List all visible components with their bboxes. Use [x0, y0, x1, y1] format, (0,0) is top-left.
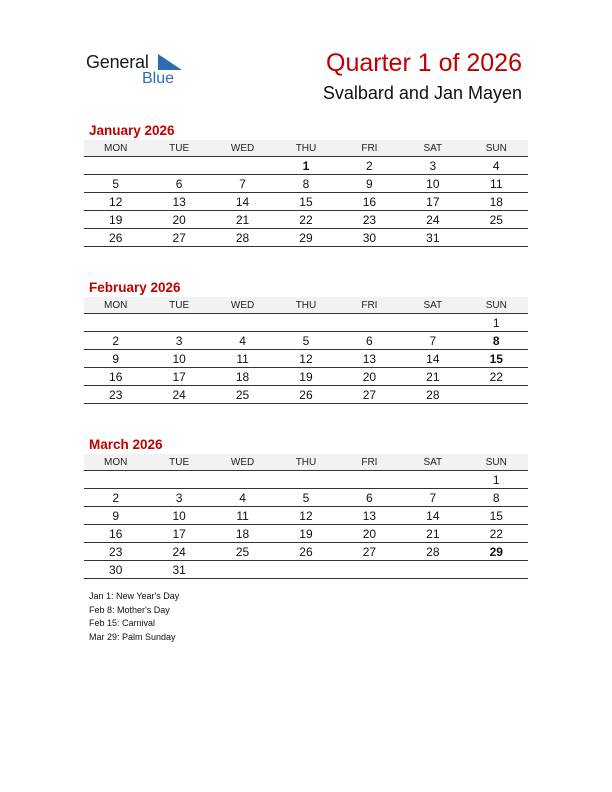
day-cell: 17	[147, 525, 210, 543]
week-row	[84, 561, 528, 579]
day-cell	[274, 314, 337, 332]
day-cell: 18	[465, 193, 528, 211]
day-cell: 27	[338, 543, 401, 561]
month-title: March 2026	[89, 437, 163, 452]
page-title: Quarter 1 of 2026	[326, 49, 522, 77]
day-cell	[147, 157, 210, 175]
page-subtitle: Svalbard and Jan Mayen	[322, 83, 522, 103]
weekday-header: TUE	[147, 140, 210, 157]
day-cell: 8	[274, 175, 337, 193]
day-cell: 26	[84, 229, 147, 247]
day-cell: 28	[401, 386, 464, 404]
day-cell: 17	[401, 193, 464, 211]
logo-blue-text: Blue	[142, 70, 175, 87]
day-cell: 15	[465, 507, 528, 525]
day-cell: 1	[274, 157, 337, 175]
day-cell: 12	[274, 350, 337, 368]
day-cell: 24	[147, 386, 210, 404]
day-cell: 7	[401, 489, 464, 507]
day-cell: 2	[338, 157, 401, 175]
weekday-header: SAT	[401, 297, 464, 314]
day-cell: 10	[401, 175, 464, 193]
day-cell: 18	[211, 368, 274, 386]
day-cell	[274, 561, 337, 579]
holiday-note: Feb 15: Carnival	[89, 618, 156, 628]
weekday-header: MON	[84, 297, 147, 314]
week-row	[84, 368, 528, 386]
day-cell: 13	[338, 507, 401, 525]
day-cell: 20	[147, 211, 210, 229]
week-row	[84, 314, 528, 332]
day-cell	[211, 314, 274, 332]
week-row	[84, 193, 528, 211]
day-cell: 16	[84, 525, 147, 543]
day-cell: 20	[338, 525, 401, 543]
day-cell	[84, 471, 147, 489]
day-cell: 30	[84, 561, 147, 579]
day-cell	[84, 157, 147, 175]
calendar-grid	[84, 297, 528, 404]
day-cell: 25	[465, 211, 528, 229]
day-cell: 29	[465, 543, 528, 561]
week-row	[84, 471, 528, 489]
weekday-header: MON	[84, 140, 147, 157]
weekday-header: WED	[211, 140, 274, 157]
weekday-header-row	[84, 454, 528, 471]
weekday-header: WED	[211, 454, 274, 471]
day-cell: 22	[465, 368, 528, 386]
day-cell: 4	[465, 157, 528, 175]
day-cell	[465, 229, 528, 247]
weekday-header: WED	[211, 297, 274, 314]
day-cell: 6	[338, 332, 401, 350]
day-cell: 5	[274, 489, 337, 507]
day-cell: 7	[401, 332, 464, 350]
weekday-header: TUE	[147, 454, 210, 471]
weekday-header: SUN	[465, 297, 528, 314]
week-row	[84, 175, 528, 193]
month-title: January 2026	[89, 123, 175, 138]
weekday-header: FRI	[338, 454, 401, 471]
week-row	[84, 489, 528, 507]
week-row	[84, 525, 528, 543]
day-cell: 1	[465, 314, 528, 332]
day-cell	[465, 561, 528, 579]
weekday-header: SAT	[401, 140, 464, 157]
day-cell: 10	[147, 507, 210, 525]
weekday-header: FRI	[338, 140, 401, 157]
day-cell: 27	[338, 386, 401, 404]
day-cell: 23	[84, 543, 147, 561]
day-cell: 10	[147, 350, 210, 368]
logo	[86, 52, 196, 92]
day-cell: 13	[338, 350, 401, 368]
weekday-header: MON	[84, 454, 147, 471]
day-cell: 21	[401, 525, 464, 543]
logo-general-text: General	[86, 52, 149, 72]
weekday-header-row	[84, 140, 528, 157]
month-title: February 2026	[89, 280, 181, 295]
day-cell: 8	[465, 489, 528, 507]
day-cell: 14	[401, 350, 464, 368]
day-cell: 30	[338, 229, 401, 247]
day-cell: 11	[211, 507, 274, 525]
day-cell: 15	[465, 350, 528, 368]
weekday-header-row	[84, 297, 528, 314]
day-cell	[338, 561, 401, 579]
month-calendar	[84, 436, 528, 579]
day-cell: 12	[84, 193, 147, 211]
day-cell: 3	[147, 332, 210, 350]
day-cell	[211, 157, 274, 175]
day-cell	[338, 471, 401, 489]
day-cell	[211, 561, 274, 579]
day-cell: 31	[401, 229, 464, 247]
week-row	[84, 332, 528, 350]
day-cell: 7	[211, 175, 274, 193]
day-cell: 31	[147, 561, 210, 579]
weekday-header: TUE	[147, 297, 210, 314]
weekday-header: SUN	[465, 140, 528, 157]
day-cell: 24	[401, 211, 464, 229]
holiday-note: Feb 8: Mother's Day	[89, 604, 170, 615]
day-cell: 15	[274, 193, 337, 211]
day-cell: 29	[274, 229, 337, 247]
day-cell: 13	[147, 193, 210, 211]
day-cell: 24	[147, 543, 210, 561]
day-cell: 18	[211, 525, 274, 543]
day-cell: 22	[465, 525, 528, 543]
day-cell: 27	[147, 229, 210, 247]
day-cell: 11	[211, 350, 274, 368]
day-cell: 6	[147, 175, 210, 193]
day-cell: 25	[211, 386, 274, 404]
day-cell: 9	[84, 507, 147, 525]
day-cell: 5	[274, 332, 337, 350]
day-cell: 9	[338, 175, 401, 193]
day-cell	[147, 471, 210, 489]
day-cell: 2	[84, 332, 147, 350]
day-cell	[338, 314, 401, 332]
day-cell: 1	[465, 471, 528, 489]
holiday-note: Mar 29: Palm Sunday	[89, 631, 176, 642]
week-row	[84, 543, 528, 561]
day-cell: 3	[147, 489, 210, 507]
week-row	[84, 157, 528, 175]
day-cell: 14	[401, 507, 464, 525]
day-cell: 21	[401, 368, 464, 386]
week-row	[84, 386, 528, 404]
day-cell: 22	[274, 211, 337, 229]
week-row	[84, 507, 528, 525]
week-row	[84, 350, 528, 368]
day-cell: 19	[274, 525, 337, 543]
day-cell: 23	[338, 211, 401, 229]
month-calendar	[84, 279, 528, 404]
day-cell: 20	[338, 368, 401, 386]
day-cell	[401, 314, 464, 332]
day-cell	[84, 314, 147, 332]
day-cell	[401, 561, 464, 579]
day-cell: 19	[274, 368, 337, 386]
day-cell	[211, 471, 274, 489]
day-cell: 9	[84, 350, 147, 368]
day-cell: 16	[338, 193, 401, 211]
day-cell	[274, 471, 337, 489]
weekday-header: THU	[274, 454, 337, 471]
day-cell: 3	[401, 157, 464, 175]
day-cell: 23	[84, 386, 147, 404]
day-cell	[465, 386, 528, 404]
day-cell: 5	[84, 175, 147, 193]
day-cell: 4	[211, 332, 274, 350]
day-cell: 2	[84, 489, 147, 507]
month-calendar	[84, 122, 528, 247]
day-cell: 16	[84, 368, 147, 386]
weekday-header: SUN	[465, 454, 528, 471]
day-cell: 17	[147, 368, 210, 386]
day-cell: 19	[84, 211, 147, 229]
day-cell: 12	[274, 507, 337, 525]
calendar-grid	[84, 140, 528, 247]
day-cell: 4	[211, 489, 274, 507]
weekday-header: THU	[274, 140, 337, 157]
day-cell	[401, 471, 464, 489]
day-cell: 6	[338, 489, 401, 507]
weekday-header: THU	[274, 297, 337, 314]
calendar-grid	[84, 454, 528, 579]
week-row	[84, 211, 528, 229]
day-cell: 21	[211, 211, 274, 229]
day-cell: 25	[211, 543, 274, 561]
day-cell: 26	[274, 386, 337, 404]
weekday-header: FRI	[338, 297, 401, 314]
week-row	[84, 229, 528, 247]
logo-triangle-icon	[158, 54, 182, 70]
day-cell: 28	[211, 229, 274, 247]
day-cell: 26	[274, 543, 337, 561]
day-cell: 11	[465, 175, 528, 193]
day-cell: 8	[465, 332, 528, 350]
day-cell: 14	[211, 193, 274, 211]
holiday-note: Jan 1: New Year's Day	[89, 591, 180, 601]
day-cell: 28	[401, 543, 464, 561]
holiday-notes	[89, 590, 179, 644]
day-cell	[147, 314, 210, 332]
weekday-header: SAT	[401, 454, 464, 471]
